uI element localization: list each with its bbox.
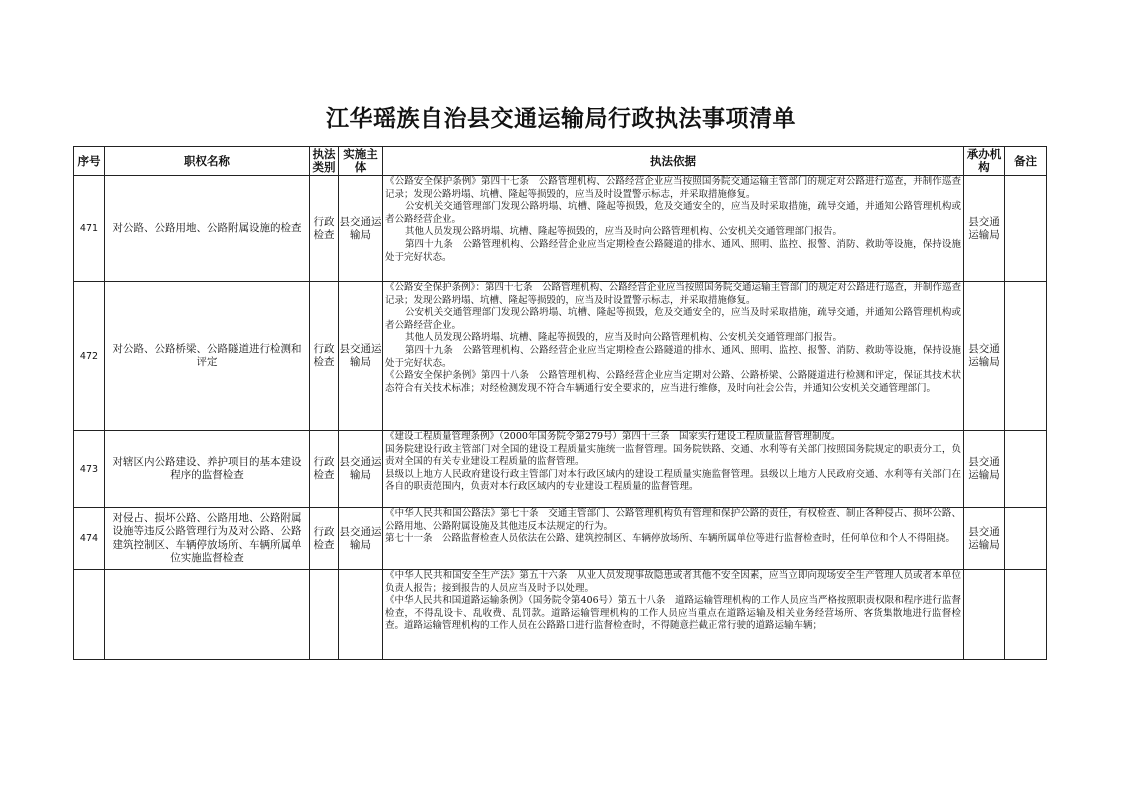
- row-name: [105, 570, 310, 660]
- basis-paragraph: 《中华人民共和国安全生产法》第五十六条 从业人员发现事故隐患或者其他不安全因素，应当立即向现场安全生产管理人员或者本单位负责人报告；接到报告的人员应当及时予以处理。: [385, 570, 961, 594]
- row-seq: [74, 570, 105, 660]
- row-basis: [383, 508, 964, 570]
- basis-paragraph: 县级以上地方人民政府建设行政主管部门对本行政区域内的建设工程质量实施监督管理。县级以上地方人民政府交通、水利等有关部门在各自的职责范围内，负责对本行政区域内的专业建设工程质量的监督管理。: [385, 468, 961, 493]
- row-note: [1005, 570, 1047, 660]
- basis-paragraph: 第七十一条 公路监督检查人员依法在公路、建筑控制区、车辆停放场所、车辆所属单位等进行监督检查时，任何单位和个人不得阻挠。: [385, 533, 956, 545]
- row-basis: [383, 176, 964, 282]
- row-type: [310, 570, 339, 660]
- row-note: [1005, 176, 1047, 282]
- row-subject: 县交通运输局: [339, 431, 383, 508]
- basis-paragraph: 第四十九条 公路管理机构、公路经营企业应当定期检查公路隧道的排水、通风、照明、监控、报警、消防、救助等设施，保持设施处于完好状态。: [385, 344, 961, 369]
- row-subject: 县交通运输局: [339, 508, 383, 570]
- table-row: [74, 282, 1047, 431]
- basis-paragraph: 《公路安全保护条例》第四十七条 公路管理机构、公路经营企业应当按照国务院交通运输主管部门的规定对公路进行巡查，并制作巡查记录；发现公路坍塌、坑槽、隆起等损毁的，应当及时设置警示标志，并采取措施修复。: [385, 176, 961, 200]
- basis-paragraph: 公安机关交通管理部门发现公路坍塌、坑槽、隆起等损毁，危及交通安全的，应当及时采取措施，疏导交通，并通知公路管理机构或者公路经营企业。: [385, 307, 961, 331]
- basis-paragraph: 《公路安全保护条例》：第四十七条 公路管理机构、公路经营企业应当按照国务院交通运输主管部门的规定对公路进行巡查，并制作巡查记录；发现公路坍塌、坑槽、隆起等损毁的，应当及时设置警示标志，并采取措施修复。: [385, 282, 961, 306]
- row-seq: 472: [74, 282, 105, 431]
- basis-paragraph: 第四十九条 公路管理机构、公路经营企业应当定期检查公路隧道的排水、通风、照明、监控、报警、消防、救助等设施，保持设施处于完好状态。: [385, 238, 961, 263]
- row-note: [1005, 508, 1047, 570]
- table-header-row: [74, 147, 1047, 176]
- basis-paragraph: 《中华人民共和国道路运输条例》（国务院令第406号）第五十八条 道路运输管理机构的工作人员应当严格按照职责权限和程序进行监督检查，不得乱设卡、乱收费、乱罚款。道路运输管理机构的工作人员应当重点在道路运输及相关业务经营场所、客货集散地进行监督检查。道路运输管理机构的工作人员在公路路口进行监督检查时，不得随意拦截正常行驶的道路运输车辆；: [385, 595, 961, 632]
- row-seq: 473: [74, 431, 105, 508]
- header-subject: 实施主体: [339, 147, 383, 176]
- row-basis: [383, 431, 964, 508]
- enforcement-table: [73, 146, 1047, 660]
- row-name: 对辖区内公路建设、养护项目的基本建设程序的监督检查: [105, 431, 310, 508]
- header-name: 职权名称: [105, 147, 310, 176]
- row-subject: [339, 570, 383, 660]
- row-seq: 474: [74, 508, 105, 570]
- basis-paragraph: 其他人员发现公路坍塌、坑槽、隆起等损毁的，应当及时向公路管理机构、公安机关交通管理部门报告。: [404, 226, 842, 238]
- header-dept: 承办机构: [964, 147, 1005, 176]
- header-note: 备注: [1005, 147, 1047, 176]
- basis-paragraph: 《中华人民共和国公路法》第七十条 交通主管部门、公路管理机构负有管理和保护公路的责任，有权检查、制止各种侵占、损坏公路、公路用地、公路附属设施及其他违反本法规定的行为。: [385, 508, 961, 532]
- table-row: [74, 176, 1047, 282]
- row-dept: [964, 570, 1005, 660]
- row-seq: 471: [74, 176, 105, 282]
- row-dept: 县交通运输局: [964, 508, 1005, 570]
- page-title: 江华瑶族自治县交通运输局行政执法事项清单: [326, 106, 796, 132]
- basis-paragraph: 国务院建设行政主管部门对全国的建设工程质量实施统一监督管理。国务院铁路、交通、水利等有关部门按照国务院规定的职责分工，负责对全国的有关专业建设工程质量的监督管理。: [385, 443, 961, 468]
- row-dept: 县交通运输局: [964, 431, 1005, 508]
- header-type: 执法类别: [310, 147, 339, 176]
- row-note: [1005, 431, 1047, 508]
- row-type: 行政检查: [310, 508, 339, 570]
- table-row: [74, 508, 1047, 570]
- basis-paragraph: 《公路安全保护条例》第四十八条 公路管理机构、公路经营企业应当定期对公路、公路桥梁、公路隧道进行检测和评定，保证其技术状态符合有关技术标准；对经检测发现不符合车辆通行安全要求的，应当进行维修，及时向社会公告，并通知公安机关交通管理部门。: [385, 370, 961, 394]
- row-dept: 县交通运输局: [964, 282, 1005, 431]
- row-name: 对公路、公路桥梁、公路隧道进行检测和评定: [105, 282, 310, 431]
- header-basis: 执法依据: [383, 147, 964, 176]
- header-seq: 序号: [74, 147, 105, 176]
- basis-paragraph: 其他人员发现公路坍塌、坑槽、隆起等损毁的，应当及时向公路管理机构、公安机关交通管理部门报告。: [404, 332, 842, 344]
- row-subject: 县交通运输局: [339, 282, 383, 431]
- row-subject: 县交通运输局: [339, 176, 383, 282]
- row-type: 行政检查: [310, 282, 339, 431]
- row-note: [1005, 282, 1047, 431]
- table-row: [74, 570, 1047, 660]
- row-basis: [383, 570, 964, 660]
- row-basis: [383, 282, 964, 431]
- row-type: 行政检查: [310, 431, 339, 508]
- row-type: 行政检查: [310, 176, 339, 282]
- basis-paragraph: 《建设工程质量管理条例》（2000年国务院令第279号）第四十三条 国家实行建设工程质量监督管理制度。: [385, 431, 841, 442]
- basis-paragraph: 公安机关交通管理部门发现公路坍塌、坑槽、隆起等损毁，危及交通安全的，应当及时采取措施，疏导交通，并通知公路管理机构或者公路经营企业。: [385, 201, 961, 225]
- table-row: [74, 431, 1047, 508]
- row-dept: 县交通运输局: [964, 176, 1005, 282]
- row-name: 对公路、公路用地、公路附属设施的检查: [105, 176, 310, 282]
- row-name: 对侵占、损坏公路、公路用地、公路附属设施等违反公路管理行为及对公路、公路建筑控制区、车辆停放场所、车辆所属单位实施监督检查: [105, 508, 310, 570]
